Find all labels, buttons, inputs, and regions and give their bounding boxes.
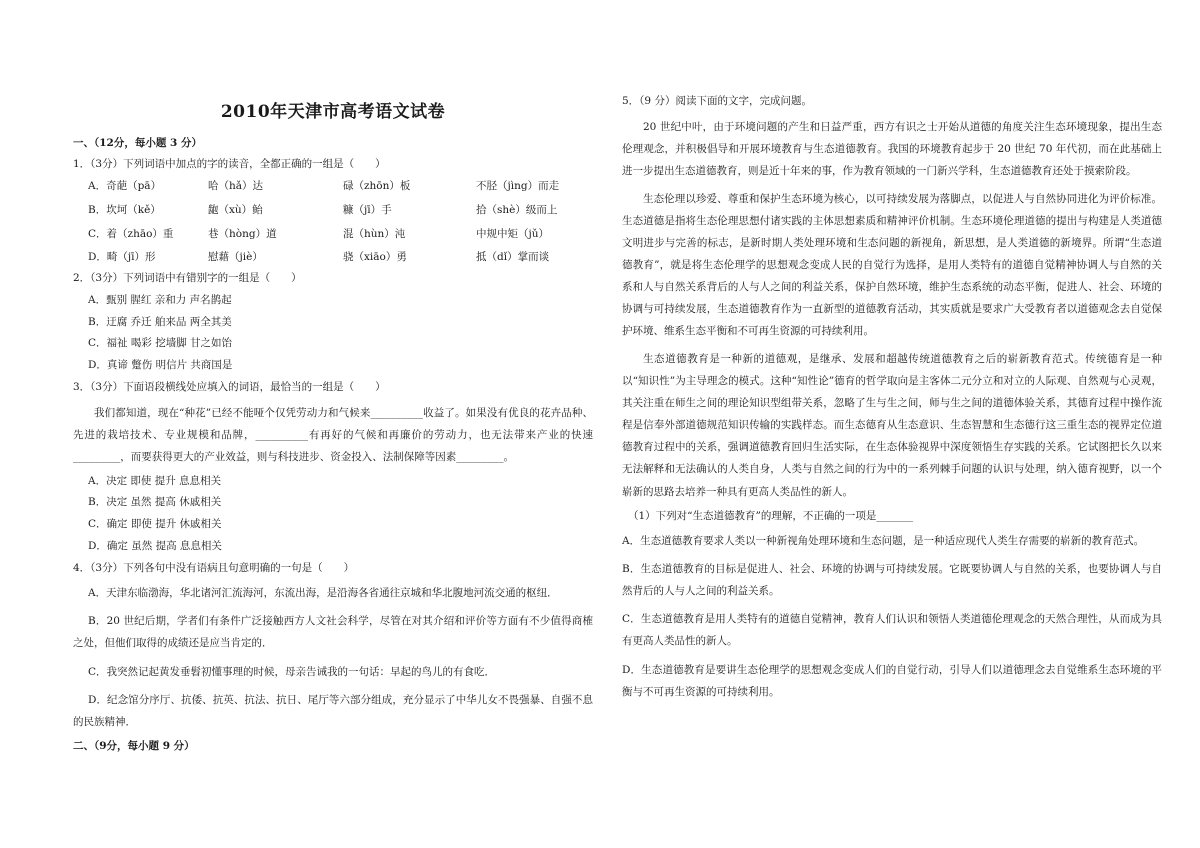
q3-option-d: D．确定 虽然 提高 息息相关 xyxy=(88,539,222,552)
sub1-option-d: D．生态道德教育是要讲生态伦理学的思想观念变成人们的自觉行动，引导人们以道德理念去自觉维系生态环境的平衡与不可再生资源的可持续利用。 xyxy=(622,663,1162,698)
q1-a-3: 碌（zhōn）板 xyxy=(343,180,411,192)
q3-option-c: C．确定 即使 提升 休戚相关 xyxy=(88,518,222,531)
q1-d-1: D．畸（jī）形 xyxy=(88,251,156,264)
q2-option-b: B．迂腐 乔迁 舶来品 两全其美 xyxy=(88,315,232,328)
question-2: 2．（3分）下列词语中有错别字的一组是（ ） xyxy=(73,272,302,284)
question-3: 3．（3分）下面语段横线处应填入的词语，最恰当的一组是（ ） xyxy=(73,380,386,393)
passage-paragraph-2: 生态伦理以珍爱、尊重和保护生态环境为核心，以可持续发展为落脚点，以促进人与自然协同进化为评价标准。生态道德是指将生态伦理思想付诸实践的主体思想素质和精神评价机制。生态环境伦理道德的提出与构建是人类道德文明进步与完善的标志，是新时期人类处理环境和生态问题的新视角，新思想，是人类道德的新境界。所谓“生态道德教育”，就是将生态伦理学的思想观念变成人民的自觉行为选择，是用人类特有的道德自觉精神协调人与自然的关系和人与自然关系背后的人与人之间的利益关系，保护自然环境，维护生态系统的动态平衡，促进人、社会、环境的协调与可持续发展，生态道德教育作为一直新型的道德教育活动，其实质就是要求广大受教育者以道德观念去自觉保护环境、维系生态平衡和不可再生资源的可持续利用。 xyxy=(622,192,1162,338)
q4-option-d: D．纪念馆分序厅、抗倭、抗英、抗法、抗日、尾厅等六部分组成，充分显示了中华儿女不畏强暴、自强不息的民族精神． xyxy=(73,693,593,728)
q3-passage: 我们都知道，现在“种花”已经不能哑个仅凭劳动力和气候来__________收益了。如果没有优良的花卉品种、先进的栽培技术、专业规模和品牌，__________有再好的气候和再廉价的劳动力，也无法带来产业的快速_________，而要获得更大的产业效益，则与科技进步、资金投入、法制保障等因素_________。 xyxy=(73,406,593,463)
section-1-heading: 一、（12分，每小题 3 分） xyxy=(73,136,202,149)
q1-c-4: 中规中矩（jǔ） xyxy=(476,227,550,240)
left-column xyxy=(73,94,593,760)
q1-c-3: 混（hùn）沌 xyxy=(343,227,406,240)
q1-a-1: A．奇葩（pā） xyxy=(88,180,162,192)
q3-option-a: A．决定 即使 提升 息息相关 xyxy=(88,474,222,487)
sub1-option-c: C．生态道德教育是用人类特有的道德自觉精神，教育人们认识和领悟人类道德伦理观念的天然合理性，从而成为具有更高人类品性的新人。 xyxy=(622,613,1162,648)
question-5: 5．（9 分）阅读下面的文字，完成问题。 xyxy=(622,95,812,107)
right-column xyxy=(622,94,1162,709)
q1-d-3: 骁（xiāo）勇 xyxy=(343,251,407,264)
question-1: 1．（3分）下列词语中加点的字的读音，全都正确的一组是（ ） xyxy=(73,158,386,171)
q1-b-2: 龅（xù）鲐 xyxy=(208,203,263,216)
q1-c-1: C．着（zhāo）重 xyxy=(88,227,174,240)
section-2-heading: 二、（9分，每小题 9 分） xyxy=(73,739,195,752)
q2-option-c: C．福祉 喝彩 挖墙脚 甘之如饴 xyxy=(88,337,233,350)
q3-option-b: B．决定 虽然 提高 休戚相关 xyxy=(88,496,222,509)
q4-option-a: A．天津东临渤海，华北诸河汇流海河，东流出海，是沿海各省通往京城和华北腹地河流交通的枢纽． xyxy=(88,587,558,600)
passage-paragraph-3: 生态道德教育是一种新的道德观，是继承、发展和超越传统道德教育之后的崭新教育范式。传统德育是一种以“知识性”为主导理念的模式。这种“知性论”德育的哲学取向是主客体二元分立和对立的人际观、自然观与心灵观，其关注重在师生之间的理论知识型组带关系，忽略了生与生之间，师与生之间的道德体验关系，其德育过程中操作流程是信奉外部道德规范知识传输的实践样态。而生态德育从生态意识、生态智慧和生态德行这三重生态的视界定位道德教育过程中的关系，强调道德教育回归生活实际，在生态体验视界中深度领悟生存实践的关系。它试图把长久以来无法解释和无法确认的人类自身，人类与自然之间的行为中的一系列棘手问题的认识与处理，纳入德育视野，以一个崭新的思路去培养一种具有更高人类品性的新人。 xyxy=(622,353,1162,498)
q4-option-b: B．20 世纪后期，学者们有条件广泛接触西方人文社会科学，尽管在对其介绍和评价等方面有不少值得商榷之处，但他们取得的成绩还是应当肯定的． xyxy=(73,615,593,650)
q1-b-3: 糠（jī）手 xyxy=(343,203,392,216)
q2-option-d: D．真谛 蹩伤 明信片 共商国是 xyxy=(88,359,233,371)
q1-b-1: B．坎坷（kě） xyxy=(88,203,161,216)
page-title: 2010年天津市高考语文试卷 xyxy=(220,102,446,122)
sub-question-1: （1）下列对“生态道德教育”的理解，不正确的一项是_______ xyxy=(628,509,914,522)
q1-a-4: 不胫（jìng）而走 xyxy=(476,180,560,192)
question-4: 4．（3分）下列各句中没有语病且句意明确的一句是（ ） xyxy=(73,561,355,574)
q1-a-2: 哈（hǎ）达 xyxy=(208,180,264,192)
q2-option-a: A．甄别 腥红 亲和力 声名鹊起 xyxy=(88,293,232,306)
q1-d-2: 慰藉（jiè） xyxy=(208,251,263,264)
passage-paragraph-1: 20 世纪中叶，由于环境问题的产生和日益严重，西方有识之士开始从道德的角度关注生态环境现象，提出生态伦理观念，并积极倡导和开展环境教育与生态道德教育。我国的环境教育起步于 20 世纪 70 年代初，而在此基础上进一步提出生态道德教育，则是近十年来的事，作为教育领域的一门新兴学科，生态道德教育还处于摸索阶段。 xyxy=(622,120,1162,177)
sub1-option-a: A．生态道德教育要求人类以一种新视角处理环境和生态问题，是一种适应现代人类生存需要的崭新的教育范式。 xyxy=(622,535,1145,548)
question-1-options xyxy=(88,179,593,266)
q1-b-4: 拾（shè）级而上 xyxy=(476,203,558,216)
q4-option-c: C．我突然记起黄发垂髫初懂事理的时候，母亲告诫我的一句话：早起的鸟儿的有食吃． xyxy=(88,665,496,678)
q1-d-4: 抵（dǐ）掌而谈 xyxy=(476,251,550,264)
q1-c-2: 巷（hòng）道 xyxy=(208,227,277,240)
sub1-option-b: B．生态道德教育的目标是促进人、社会、环境的协调与可持续发展。它既要协调人与自然的关系，也要协调人与自然背后的人与人之间的利益关系。 xyxy=(622,563,1162,598)
